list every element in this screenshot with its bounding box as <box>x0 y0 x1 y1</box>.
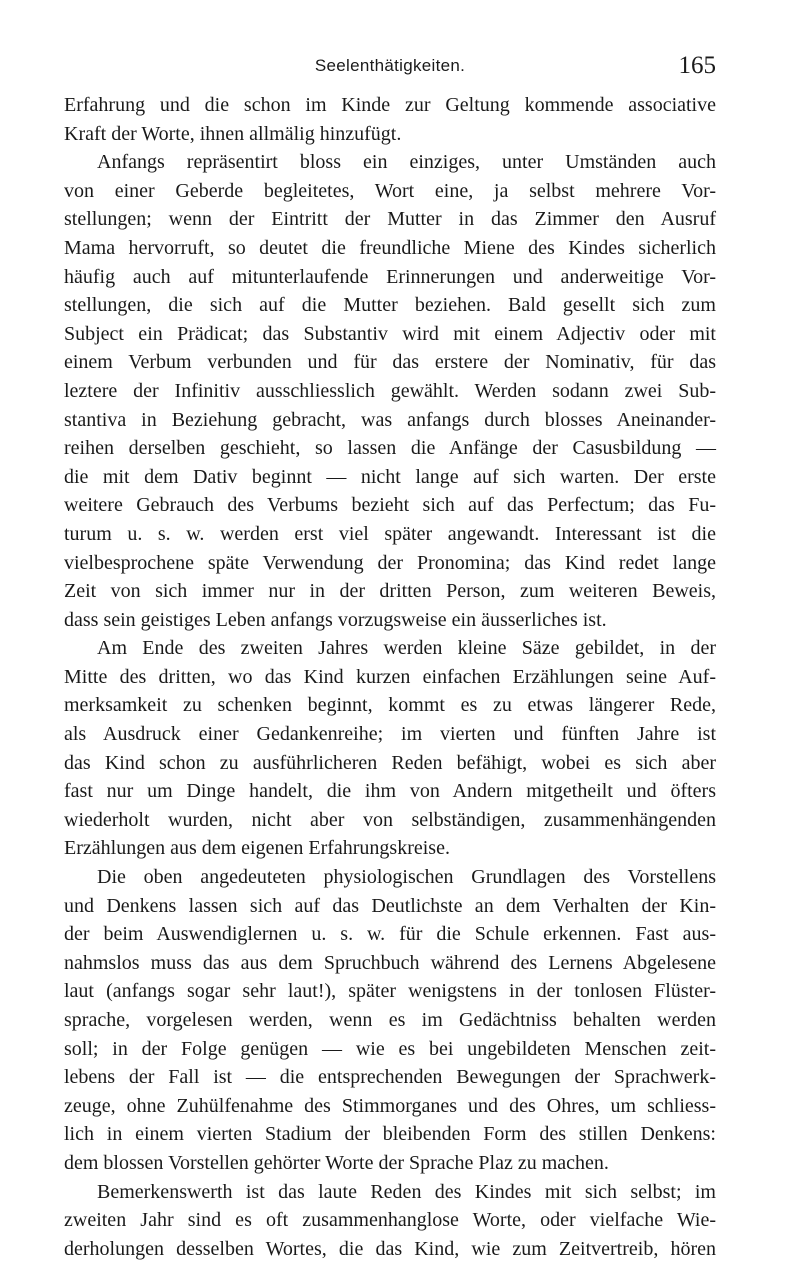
text-line: sprache, vorgelesen werden, wenn es im Gedächtniss behalten werden <box>64 1009 716 1031</box>
text-line: zeuge, ohne Zuhülfenahme des Stimmorganes und des Ohres, um schliess- <box>64 1094 716 1117</box>
text-line: vielbesprochene späte Verwendung der Pronomina; das Kind redet lange <box>64 551 716 574</box>
text-line: Mama hervorruft, so deutet die freundliche Miene des Kindes sicherlich <box>64 236 716 259</box>
page-number: 165 <box>678 52 716 79</box>
text-line: derholungen desselben Wortes, die das Kind, wie zum Zeitvertreib, hören <box>64 1237 716 1260</box>
text-line: Anfangs repräsentirt bloss ein einziges, unter Umständen auch <box>97 151 716 174</box>
text-line: wiederholt wurden, nicht aber von selbständigen, zusammenhängenden <box>64 808 716 831</box>
text-line: einem Verbum verbunden und für das erstere der Nominativ, für das <box>64 351 716 374</box>
text-line: dem blossen Vorstellen gehörter Worte der Sprache Plaz zu machen. <box>64 1151 609 1174</box>
text-line: Erzählungen aus dem eigenen Erfahrungskreise. <box>64 837 450 860</box>
text-line: Zeit von sich immer nur in der dritten Person, zum weiteren Beweis, <box>64 580 716 603</box>
text-line: stantiva in Beziehung gebracht, was anfangs durch blosses Aneinander- <box>64 408 716 431</box>
text-line: leztere der Infinitiv ausschliesslich gewählt. Werden sodann zwei Sub- <box>64 379 716 402</box>
running-title: Seelenthätigkeiten. <box>314 56 466 75</box>
text-line: Am Ende des zweiten Jahres werden kleine Säze gebildet, in der <box>97 637 716 660</box>
text-line: turum u. s. w. werden erst viel später angewandt. Interessant ist die <box>64 522 716 545</box>
page-header <box>64 50 716 80</box>
text-line: stellungen, die sich auf die Mutter beziehen. Bald gesellt sich zum <box>64 294 716 317</box>
text-line: Die oben angedeuteten physiologischen Grundlagen des Vorstellens <box>97 866 716 889</box>
text-line: von einer Geberde begleitetes, Wort eine, ja selbst mehrere Vor- <box>64 179 716 202</box>
text-line: weitere Gebrauch des Verbums bezieht sich auf das Perfectum; das Fu- <box>64 494 716 517</box>
text-line: fast nur um Dinge handelt, die ihm von Andern mitgetheilt und öfters <box>64 780 716 803</box>
text-line: reihen derselben geschieht, so lassen die Anfänge der Casusbildung — <box>64 437 716 460</box>
text-line: lich in einem vierten Stadium der bleibenden Form des stillen Denkens: <box>64 1123 716 1146</box>
text-line: merksamkeit zu schenken beginnt, kommt es zu etwas längerer Rede, <box>64 694 716 717</box>
text-line: stellungen; wenn der Eintritt der Mutter in das Zimmer den Ausruf <box>64 208 716 231</box>
text-line: Subject ein Prädicat; das Substantiv wird mit einem Adjectiv oder mit <box>64 322 716 345</box>
text-line: als Ausdruck einer Gedankenreihe; im vierten und fünften Jahre ist <box>64 723 716 746</box>
text-line: der beim Auswendiglernen u. s. w. für die Schule erkennen. Fast aus- <box>64 923 716 946</box>
text-line: Mitte des dritten, wo das Kind kurzen einfachen Erzählungen seine Auf- <box>64 665 716 688</box>
text-line: und Denkens lassen sich auf das Deutlichste an dem Verhalten der Kin- <box>64 894 716 917</box>
text-line: Bemerkenswerth ist das laute Reden des Kindes mit sich selbst; im <box>97 1180 716 1203</box>
text-line: Erfahrung und die schon im Kinde zur Geltung kommende associative <box>64 94 716 116</box>
text-line: nahmslos muss das aus dem Spruchbuch während des Lernens Abgelesene <box>64 951 716 974</box>
text-line: Kraft der Worte, ihnen allmälig hinzufügt. <box>64 122 402 145</box>
text-line: die mit dem Dativ beginnt — nicht lange auf sich warten. Der erste <box>64 465 716 488</box>
text-line: dass sein geistiges Leben anfangs vorzugsweise ein äusserliches ist. <box>64 608 607 631</box>
text-line: lebens der Fall ist — die entsprechenden Bewegungen der Sprachwerk- <box>64 1066 716 1089</box>
text-line: soll; in der Folge genügen — wie es bei ungebildeten Menschen zeit- <box>64 1037 716 1060</box>
text-line: laut (anfangs sogar sehr laut!), später wenigstens in der tonlosen Flüster- <box>64 980 716 1003</box>
text-line: das Kind schon zu ausführlicheren Reden befähigt, wobei es sich aber <box>64 751 716 774</box>
body-text <box>64 91 716 1263</box>
text-line: zweiten Jahr sind es oft zusammenhanglose Worte, oder vielfache Wie- <box>64 1209 716 1232</box>
text-line: häufig auch auf mitunterlaufende Erinnerungen und anderweitige Vor- <box>64 265 716 288</box>
